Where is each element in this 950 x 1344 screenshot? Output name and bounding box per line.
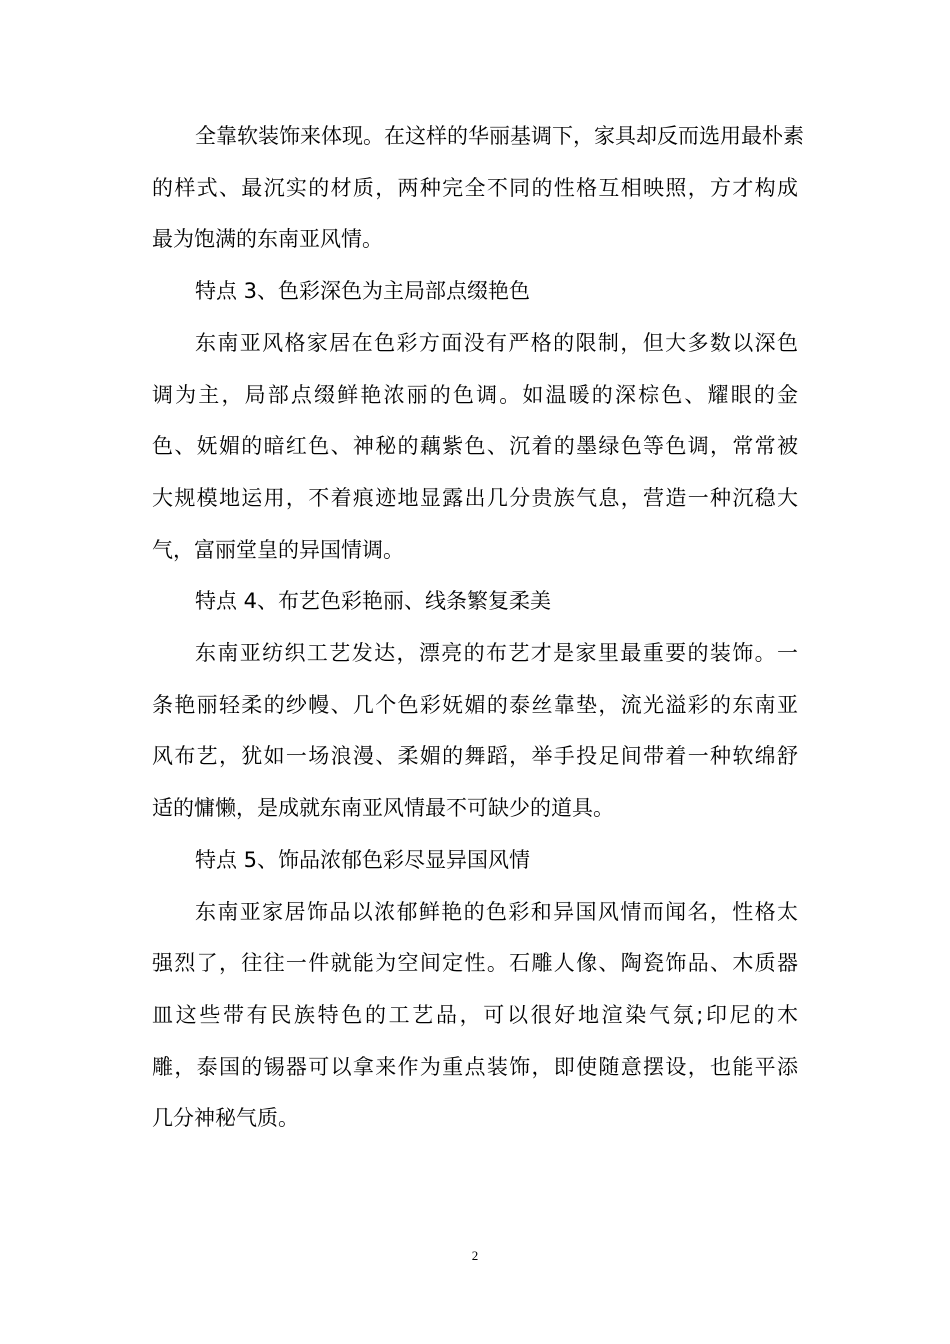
line-text: 东南亚风格家居在色彩方面没有严格的限制，但大多数以深色 bbox=[195, 330, 800, 355]
paragraph-line bbox=[0, 524, 950, 576]
paragraph-line bbox=[0, 110, 950, 162]
line-text: 调为主，局部点缀鲜艳浓丽的色调。如温暖的深棕色、耀眼的金 bbox=[152, 382, 801, 407]
paragraph-line bbox=[0, 317, 950, 369]
line-text: 东南亚家居饰品以浓郁鲜艳的色彩和异国风情而闻名，性格太 bbox=[195, 899, 800, 924]
line-text: 东南亚纺织工艺发达，漂亮的布艺才是家里最重要的装饰。一 bbox=[195, 641, 800, 665]
paragraph-line bbox=[0, 213, 950, 265]
line-text: 特点 5、饰品浓郁色彩尽显异国风情 bbox=[195, 847, 531, 872]
line-text: 气，富丽堂皇的异国情调。 bbox=[152, 537, 404, 562]
paragraph-line bbox=[0, 1041, 950, 1093]
line-text: 全靠软装饰来体现。在这样的华丽基调下，家具却反而选用最朴素 bbox=[195, 124, 804, 148]
section-heading-line bbox=[0, 575, 950, 627]
section-heading-line bbox=[0, 265, 950, 317]
line-text: 特点 4、布艺色彩艳丽、线条繁复柔美 bbox=[195, 589, 552, 614]
paragraph-line bbox=[0, 420, 950, 472]
line-text: 几分神秘气质。 bbox=[152, 1106, 299, 1131]
line-text: 最为饱满的东南亚风情。 bbox=[152, 227, 383, 252]
paragraph-line bbox=[0, 679, 950, 731]
paragraph-line bbox=[0, 730, 950, 782]
paragraph-line bbox=[0, 627, 950, 679]
line-text: 特点 3、色彩深色为主局部点缀艳色 bbox=[195, 279, 531, 304]
section-heading-line bbox=[0, 834, 950, 886]
paragraph-line bbox=[0, 886, 950, 938]
line-text: 强烈了，往往一件就能为空间定性。石雕人像、陶瓷饰品、木质器 bbox=[152, 951, 800, 976]
paragraph-line bbox=[0, 369, 950, 421]
line-text: 的样式、最沉实的材质，两种完全不同的性格互相映照，方才构成 bbox=[152, 175, 800, 200]
paragraph-line bbox=[0, 782, 950, 834]
line-text: 色、妩媚的暗红色、神秘的藕紫色、沉着的墨绿色等色调，常常被 bbox=[152, 434, 800, 459]
paragraph-line bbox=[0, 937, 950, 989]
line-text: 雕，泰国的锡器可以拿来作为重点装饰，即使随意摆设，也能平添 bbox=[152, 1054, 800, 1079]
page-number: 2 bbox=[471, 1248, 479, 1263]
line-text: 大规模地运用，不着痕迹地显露出几分贵族气息，营造一种沉稳大 bbox=[152, 485, 800, 510]
paragraph-line bbox=[0, 1092, 950, 1144]
line-text: 皿这些带有民族特色的工艺品，可以很好地渲染气氛;印尼的木 bbox=[152, 1002, 801, 1027]
paragraph-line bbox=[0, 472, 950, 524]
paragraph-line bbox=[0, 989, 950, 1041]
line-text: 适的慵懒，是成就东南亚风情最不可缺少的道具。 bbox=[152, 796, 614, 821]
line-text: 条艳丽轻柔的纱幔、几个色彩妩媚的泰丝靠垫，流光溢彩的东南亚 bbox=[152, 692, 800, 717]
line-text: 风布艺，犹如一场浪漫、柔媚的舞蹈，举手投足间带着一种软绵舒 bbox=[152, 744, 800, 769]
paragraph-line bbox=[0, 162, 950, 214]
